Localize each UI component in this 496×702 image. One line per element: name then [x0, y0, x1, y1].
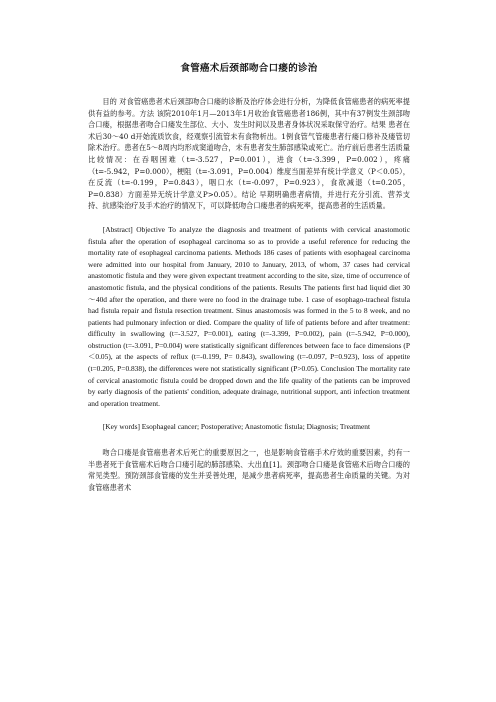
- introduction-paragraph: 吻合口瘘是食管癌患者术后死亡的重要原因之一，也是影响食管癌手术疗效的重要因素，约有一半患者死于食管癌术后吻合口瘘引起的肺部感染、大出血[1]。颈部吻合口瘘是食管癌术后吻合口瘘的常见类型。预防颈部食管瘘的发生并妥善处理，是减少患者病死率，提高患者生命质量的关键。为对食管癌患者术: [88, 448, 410, 492]
- paper-page: [88, 60, 410, 493]
- paper-title: 食管癌术后颈部吻合口瘘的诊治: [180, 63, 318, 74]
- abstract-chinese: 目的 对食管癌患者术后颈部吻合口瘘的诊断及治疗体会进行分析，为降低食管癌患者的病死率提供有益的参考。方法 该院2010年1月—2013年1月收治食管癌患者186例，其中有37例发生颈部吻合口瘘，根据患者吻合口瘘发生部位、大小、发生时间以及患者身体状况采取保守治疗。结果 患者在术后30～40 d开始流质饮食，经观察引流管未有食物析出。1例食管气管瘘患者行瘘口修补及瘘管切除术治疗。患者在5～8周内均形成窦道吻合，未有患者发生肺部感染或死亡。治疗前后患者生活质量比较情况：在吞咽困难（t=-3.527，P=0.001），进食（t=-3.399，P=0.002），疼痛（t=-5.942，P=0.000），梗阻（t=-3.091，P=0.004）维度当面差异有统计学意义（P＜0.05），在反流（t=-0.199，P=0.843），咽口水（t=-0.097，P=0.923），食欲减退（t=0.205，P=0.838）方面差异无统计学意义P>0.05）。结论 早期明确患者病情，并进行充分引流、营养支持、抗感染治疗及手术治疗的情况下，可以降低吻合口瘘患者的病死率，提高患者的生活质量。: [88, 97, 410, 211]
- abstract-english: [Abstract] Objective To analyze the diagnosis and treatment of patients with cervical anastomotic fistula after the operation of esophageal carcinoma so as to provide a useful reference for reducing the mortality rate of esophageal carcinoma patients. Methods 186 cases of patients with esophageal carcinoma were admitted into our hospital from January, 2010 to January, 2013, of whom, 37 cases had cervical anastomotic fistula and they were given expectant treatment according to the site, size, time of occurrence of anastomotic fistula, and the physical conditions of the patients. Results The patients first had liquid diet 30～40d after the operation, and there were no food in the drainage tube. 1 case of esophago-tracheal fistula had fistula repair and fistula resection treatment. Sinus anastomosis was formed in the 5 to 8 week, and no patients had pulmonary infection or died. Compare the quality of life of patients before and after treatment: difficulty in swallowing (t=-3.527, P=0.001), eating (t=-3.399, P=0.002), pain (t=-5.942, P=0.000), obstruction (t=-3.091, P=0.004) were statistically significant differences between face to face dimensions (P＜0.05), at the aspects of reflux (t=-0.199, P= 0.843), swallowing (t=-0.097, P=0.923), loss of appetite (t=0.205, P=0.838), the differences were not statistically significant (P>0.05). Conclusion The mortality rate of cervical anastomotic fistula could be dropped down and the life quality of the patients can be improved by early diagnosis of the patients' condition, adequate drainage, nutritional support, anti infection treatment and operation treatment.: [88, 224, 410, 408]
- keywords: [Key words] Esophageal cancer; Postoperative; Anastomotic fistula; Diagnosis; Treatment: [102, 422, 371, 432]
